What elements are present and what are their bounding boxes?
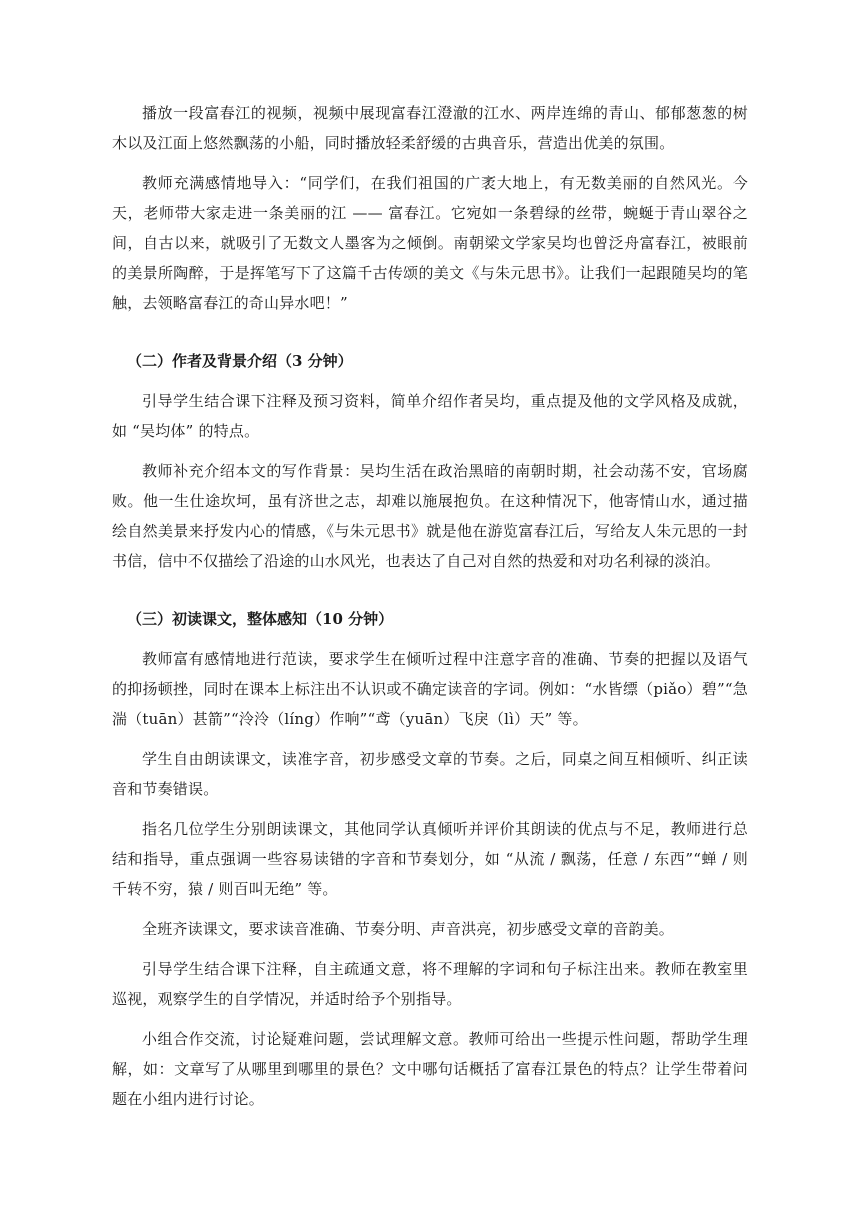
section-heading-first-reading: （三）初读课文，整体感知（10 分钟） [127,610,394,628]
section2-paragraph-background: 教师补充介绍本文的写作背景：吴均生活在政治黑暗的南朝时期，社会动荡不安，官场腐败。他一生仕途坎坷，虽有济世之志，却难以施展抱负。在这种情况下，他寄情山水，通过描绘自然美景来抒发内心的情感，《与朱元思书》就是他在游览富春江后，写给友人朱元思的一封书信，信中不仅描绘了沿途的山水风光，也表达了自己对自然的热爱和对功名利禄的淡泊。 [112,462,748,570]
intro-paragraph-video: 播放一段富春江的视频，视频中展现富春江澄澈的江水、两岸连绵的青山、郁郁葱葱的树木以及江面上悠然飘荡的小船，同时播放轻柔舒缓的古典音乐，营造出优美的氛围。 [112,104,748,152]
section-heading-author-background: （二）作者及背景介绍（3 分钟） [127,352,353,370]
section2-paragraph-author: 引导学生结合课下注释及预习资料，简单介绍作者吴均，重点提及他的文学风格及成就，如 “吴均体” 的特点。 [112,392,748,440]
section3-paragraph-named-reading: 指名几位学生分别朗读课文，其他同学认真倾听并评价其朗读的优点与不足，教师进行总结和指导，重点强调一些容易读错的字音和节奏划分，如 “从流 / 飘荡，任意 / 东西”“蝉 / 则千转不穷，猿 / 则百叫无绝” 等。 [112,820,748,898]
section3-paragraph-class-reading: 全班齐读课文，要求读音准确、节奏分明、声音洪亮，初步感受文章的音韵美。 [142,920,675,938]
section3-paragraph-self-study: 引导学生结合课下注释，自主疏通文意，将不理解的字词和句子标注出来。教师在教室里巡视，观察学生的自学情况，并适时给予个别指导。 [112,960,748,1008]
section3-paragraph-model-reading: 教师富有感情地进行范读，要求学生在倾听过程中注意字音的准确、节奏的把握以及语气的抑扬顿挫，同时在课本上标注出不认识或不确定读音的字词。例如：“水皆缥（piǎo）碧”“急湍（tuān）甚箭”“泠泠（líng）作响”“鸢（yuān）飞戾（lì）天” 等。 [112,650,748,728]
section3-paragraph-group-discussion: 小组合作交流，讨论疑难问题，尝试理解文意。教师可给出一些提示性问题，帮助学生理解，如：文章写了从哪里到哪里的景色？文中哪句话概括了富春江景色的特点？让学生带着问题在小组内进行讨论。 [112,1030,748,1108]
intro-paragraph-teacher-lead: 教师充满感情地导入：“同学们，在我们祖国的广袤大地上，有无数美丽的自然风光。今天，老师带大家走进一条美丽的江 —— 富春江。它宛如一条碧绿的丝带，蜿蜒于青山翠谷之间，自古以来，就吸引了无数文人墨客为之倾倒。南朝梁文学家吴均也曾泛舟富春江，被眼前的美景所陶醉，于是挥笔写下了这篇千古传颂的美文《与朱元思书》。让我们一起跟随吴均的笔触，去领略富春江的奇山异水吧！” [112,174,748,312]
document-body [112,98,748,1124]
section3-paragraph-free-reading: 学生自由朗读课文，读准字音，初步感受文章的节奏。之后，同桌之间互相倾听、纠正读音和节奏错误。 [112,750,748,798]
